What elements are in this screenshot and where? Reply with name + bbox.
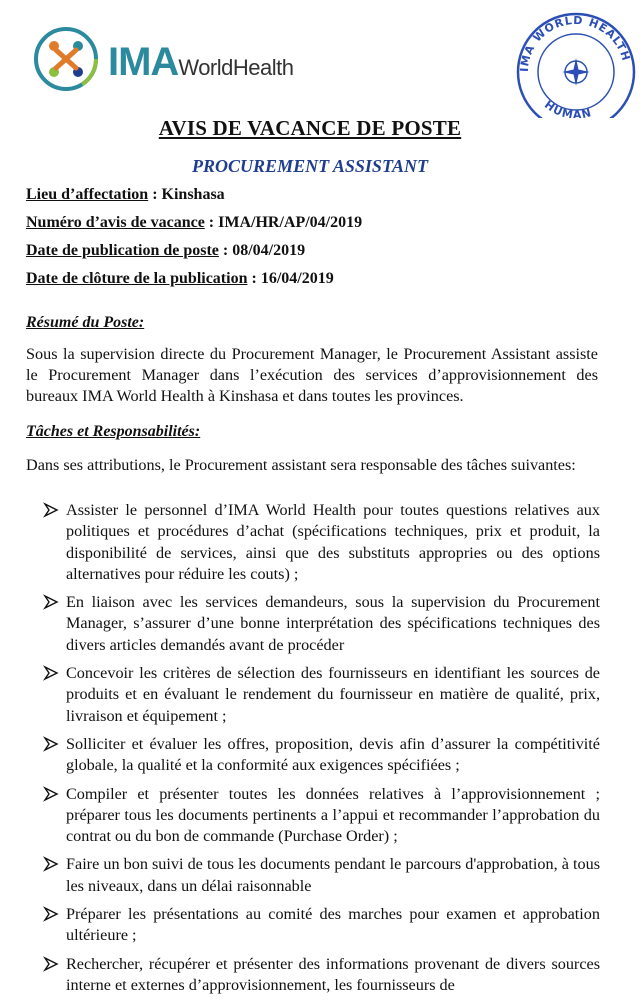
list-item-text: Concevoir les critères de sélection des fournisseurs en identifiant les sources de produits et en évaluant le rendement du fournisseur en matière de qualité, prix, livraison et équipement ; (66, 664, 600, 725)
info-sep: : (148, 186, 162, 203)
info-publication-date (26, 242, 305, 260)
list-item (44, 663, 600, 727)
svg-text:HUMAN (542, 98, 593, 118)
info-label: Date de publication de poste (26, 242, 219, 259)
logo-worldhealth-text: WorldHealth (178, 55, 294, 80)
info-value: IMA/HR/AP/04/2019 (218, 214, 363, 231)
globe-people-icon (30, 24, 102, 94)
list-item-text: Solliciter et évaluer les offres, proposition, devis afin d’assurer la compétitivité globale, la qualité et la conformité aux exigences spécifiées ; (66, 734, 600, 775)
arrow-bullet-icon (44, 857, 58, 871)
info-closing-date (26, 270, 334, 288)
info-location (26, 186, 225, 204)
arrow-bullet-icon (44, 737, 58, 751)
list-item-text: En liaison avec les services demandeurs, sous la supervision du Procurement Manager, s’assurer d’une bonne interprétation des spécifications techniques des divers articles demandés avant de procéder (66, 593, 600, 654)
organization-stamp (514, 10, 644, 118)
list-item-text: Faire un bon suivi de tous les documents pendant le parcours d'approbation, à tous les niveaux, dans un délai raisonnable (66, 855, 600, 895)
list-item (44, 592, 600, 656)
logo-ima-text: IMA (108, 40, 179, 84)
info-value: 08/04/2019 (232, 242, 306, 259)
info-vacancy-number (26, 214, 362, 232)
arrow-bullet-icon (44, 787, 58, 801)
ima-logo (30, 24, 320, 94)
summary-heading: Résumé du Poste: (26, 314, 145, 331)
tasks-list (44, 500, 600, 1003)
tasks-intro: Dans ses attributions, le Procurement assistant sera responsable des tâches suivantes: (26, 456, 576, 474)
list-item (44, 854, 600, 897)
list-item (44, 500, 600, 585)
summary-text: Sous la supervision directe du Procurement Manager, le Procurement Assistant assiste le Procurement Manager dans l’exécution des services d’approvisionnement des bureaux IMA World Health à Kinshasa et dans toutes les provinces. (26, 345, 598, 405)
info-label: Numéro d’avis de vacance (26, 214, 205, 231)
info-label: Date de clôture de la publication (26, 270, 248, 287)
tasks-heading: Tâches et Responsabilités: (26, 423, 201, 440)
arrow-bullet-icon (44, 503, 58, 517)
page-title: AVIS DE VACANCE DE POSTE (158, 116, 462, 140)
info-label: Lieu d’affectation (26, 186, 149, 203)
stamp-text-top: IMA WORLD HEALTH (517, 13, 633, 73)
stamp-text-bottom: HUMAN (542, 98, 594, 118)
arrow-bullet-icon (44, 595, 58, 609)
list-item-text: Compiler et présenter toutes les données relatives à l’approvisionnement ; préparer tous les documents pertinents a l’appui et recommander l’approbation du contrat ou du bon de commande (Purchase Order) ; (66, 784, 600, 846)
list-item (44, 784, 600, 848)
info-value: 16/04/2019 (260, 270, 334, 287)
list-item (44, 954, 600, 997)
arrow-bullet-icon (44, 666, 58, 680)
list-item-text: Assister le personnel d’IMA World Health pour toutes questions relatives aux politiques et procédures d’achat (spécifications techniques, prix et produit, la disponibilité de services, ainsi que des substituts appropries ou des options alternatives pour réduire les couts) ; (66, 501, 600, 583)
list-item-text: Préparer les présentations au comité des marches pour examen et approbation ultérieure ; (66, 905, 600, 945)
compass-icon (562, 58, 590, 86)
info-value: Kinshasa (161, 186, 225, 203)
job-subtitle: PROCUREMENT ASSISTANT (192, 156, 428, 176)
info-sep: : (218, 242, 233, 259)
arrow-bullet-icon (44, 907, 58, 921)
info-sep: : (204, 214, 219, 231)
list-item-text: Rechercher, récupérer et présenter des informations provenant de divers sources interne et externes d’approvisionnement, les fournisseurs de (66, 954, 600, 994)
list-item (44, 904, 600, 947)
list-item (44, 734, 600, 777)
arrow-bullet-icon (44, 957, 58, 971)
info-sep: : (247, 270, 261, 287)
